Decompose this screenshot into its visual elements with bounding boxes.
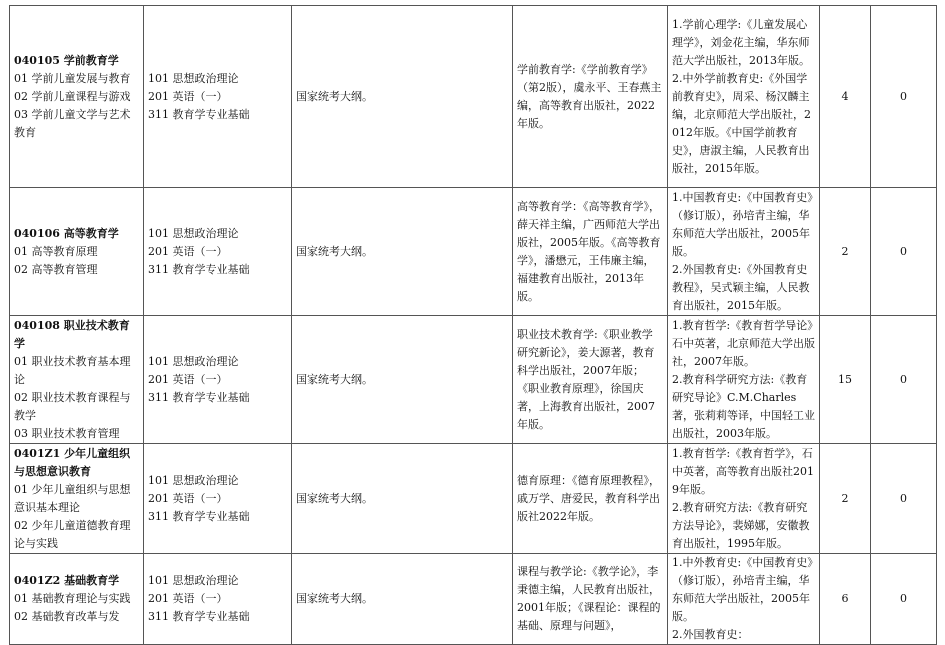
textbooks-cell: [513, 554, 668, 645]
reference-book: 2.外国教育史:《外国教育史教程》，吴式颖主编，人民教育出版社，2015年版。: [672, 262, 810, 312]
textbook: 高等教育学：《高等教育学》，薛天祥主编，广西师范大学出版社，2005年版。《高等教育学》，潘懋元，王伟廉主编，福建教育出版社，2013年版。: [517, 199, 661, 303]
exam-subject: 201 英语（一）: [148, 89, 228, 103]
exam-subject: 311 教育学专业基础: [148, 610, 250, 623]
recommend-count: 0: [871, 316, 937, 444]
major-cell: [10, 554, 144, 645]
exam-subject: 311 教育学专业基础: [148, 509, 250, 523]
exam-subject: 201 英语（一）: [148, 244, 228, 258]
textbook: 课程与教学论:《教学论》，李秉德主编，人民教育出版社，2001年版；《课程论：课程的基础、原理与问题》，: [517, 565, 661, 632]
reference-book: 2.外国教育史：: [672, 628, 749, 641]
syllabus-cell: 国家统考大纲。: [292, 316, 513, 444]
syllabus-cell: 国家统考大纲。: [292, 554, 513, 645]
textbook: 学前教育学:《学前教育学》（第2版），虞永平、王春燕主编，高等教育出版社，2022年版。: [517, 62, 662, 130]
table-row: [10, 554, 937, 645]
syllabus-cell: 国家统考大纲。: [292, 444, 513, 554]
textbooks-cell: [513, 188, 668, 316]
research-direction: 01 少年儿童组织与思想意识基本理论: [14, 482, 131, 514]
research-direction: 02 高等教育管理: [14, 262, 98, 276]
recommend-count: 0: [871, 188, 937, 316]
exam-subject: 101 思想政治理论: [148, 354, 239, 368]
exam-subjects-cell: [144, 444, 292, 554]
major-cell: [10, 444, 144, 554]
exam-subject: 201 英语（一）: [148, 491, 228, 505]
major-cell: [10, 316, 144, 444]
reference-book: 1.中外教育史:《中国教育史》（修订版），孙培青主编，华东师范大学出版社，2005年版。: [672, 556, 813, 623]
references-cell: [668, 188, 820, 316]
exam-subject: 201 英语（一）: [148, 372, 228, 386]
textbook: 德育原理：《德育原理教程》，戚万学、唐爱民，教育科学出版社2022年版。: [517, 473, 660, 523]
reference-book: 1.学前心理学:《儿童发展心理学》，刘金花主编，华东师范大学出版社，2013年版。: [672, 17, 810, 67]
references-cell: [668, 554, 820, 645]
research-direction: 01 基础教育理论与实践: [14, 592, 131, 605]
major-title: 0401Z1 少年儿童组织与思想意识教育: [14, 446, 131, 478]
textbooks-cell: [513, 316, 668, 444]
exam-subject: 311 教育学专业基础: [148, 107, 250, 121]
exam-subject: 201 英语（一）: [148, 592, 228, 605]
reference-book: 2.教育科学研究方法:《教育研究导论》C.M.Charles著，张莉莉等译，中国轻工业出版社，2003年版。: [672, 372, 815, 440]
plan-count: 2: [820, 188, 871, 316]
recommend-count: 0: [871, 554, 937, 645]
reference-book: 1.教育哲学:《教育哲学导论》石中英著，北京师范大学出版社，2007年版。: [672, 318, 815, 368]
major-cell: [10, 188, 144, 316]
exam-subject: 101 思想政治理论: [148, 226, 239, 240]
plan-count: 6: [820, 554, 871, 645]
research-direction: 02 职业技术教育课程与教学: [14, 390, 131, 422]
research-direction: 01 高等教育原理: [14, 244, 98, 258]
exam-subject: 101 思想政治理论: [148, 574, 239, 587]
exam-subject: 311 教育学专业基础: [148, 262, 250, 276]
reference-book: 1.教育哲学:《教育哲学》，石中英著，高等教育出版社2019年版。: [672, 446, 814, 496]
plan-count: 4: [820, 6, 871, 188]
research-direction: 03 职业技术教育管理: [14, 426, 120, 440]
exam-subjects-cell: [144, 188, 292, 316]
recommend-count: 0: [871, 6, 937, 188]
table-row: [10, 444, 937, 554]
exam-subjects-cell: [144, 316, 292, 444]
exam-subject: 101 思想政治理论: [148, 71, 239, 85]
research-direction: 01 学前儿童发展与教育: [14, 71, 131, 85]
research-direction: 02 学前儿童课程与游戏: [14, 89, 131, 103]
exam-subject: 311 教育学专业基础: [148, 390, 250, 404]
plan-count: 2: [820, 444, 871, 554]
references-cell: [668, 6, 820, 188]
references-cell: [668, 444, 820, 554]
major-title: 040106 高等教育学: [14, 226, 119, 240]
textbooks-cell: [513, 6, 668, 188]
reference-book: 1.中国教育史:《中国教育史》（修订版），孙培青主编，华东师范大学出版社，2005年版。: [672, 190, 813, 258]
textbook: 职业技术教育学:《职业教学研究新论》，姜大源著，教育科学出版社，2007年版；: [517, 327, 655, 377]
syllabus-cell: 国家统考大纲。: [292, 6, 513, 188]
recommend-count: 0: [871, 444, 937, 554]
admissions-table: [9, 5, 937, 645]
research-direction: 02 基础教育改革与发: [14, 610, 120, 623]
table-row: [10, 188, 937, 316]
major-title: 040105 学前教育学: [14, 53, 119, 67]
exam-subjects-cell: [144, 554, 292, 645]
textbooks-cell: [513, 444, 668, 554]
references-cell: [668, 316, 820, 444]
major-title: 0401Z2 基础教育学: [14, 574, 120, 587]
syllabus-cell: 国家统考大纲。: [292, 188, 513, 316]
exam-subjects-cell: [144, 6, 292, 188]
reference-book: 2.中外学前教育史:《外国学前教育史》，周采、杨汉麟主编，北京师范大学出版社，2012年版。《中国学前教育史》，唐淑主编，人民教育出版社，2015年版。: [672, 71, 811, 175]
exam-subject: 101 思想政治理论: [148, 473, 239, 487]
major-title: 040108 职业技术教育学: [14, 318, 130, 350]
research-direction: 01 职业技术教育基本理论: [14, 354, 131, 386]
textbook: 《职业教育原理》，徐国庆著，上海教育出版社，2007年版。: [517, 381, 655, 431]
research-direction: 03 学前儿童文学与艺术教育: [14, 107, 131, 139]
major-cell: [10, 6, 144, 188]
table-row: [10, 316, 937, 444]
table-row: [10, 6, 937, 188]
reference-book: 2.教育研究方法:《教育研究方法导论》，裴娣娜，安徽教育出版社，1995年版。: [672, 500, 810, 550]
plan-count: 15: [820, 316, 871, 444]
research-direction: 02 少年儿童道德教育理论与实践: [14, 518, 131, 550]
